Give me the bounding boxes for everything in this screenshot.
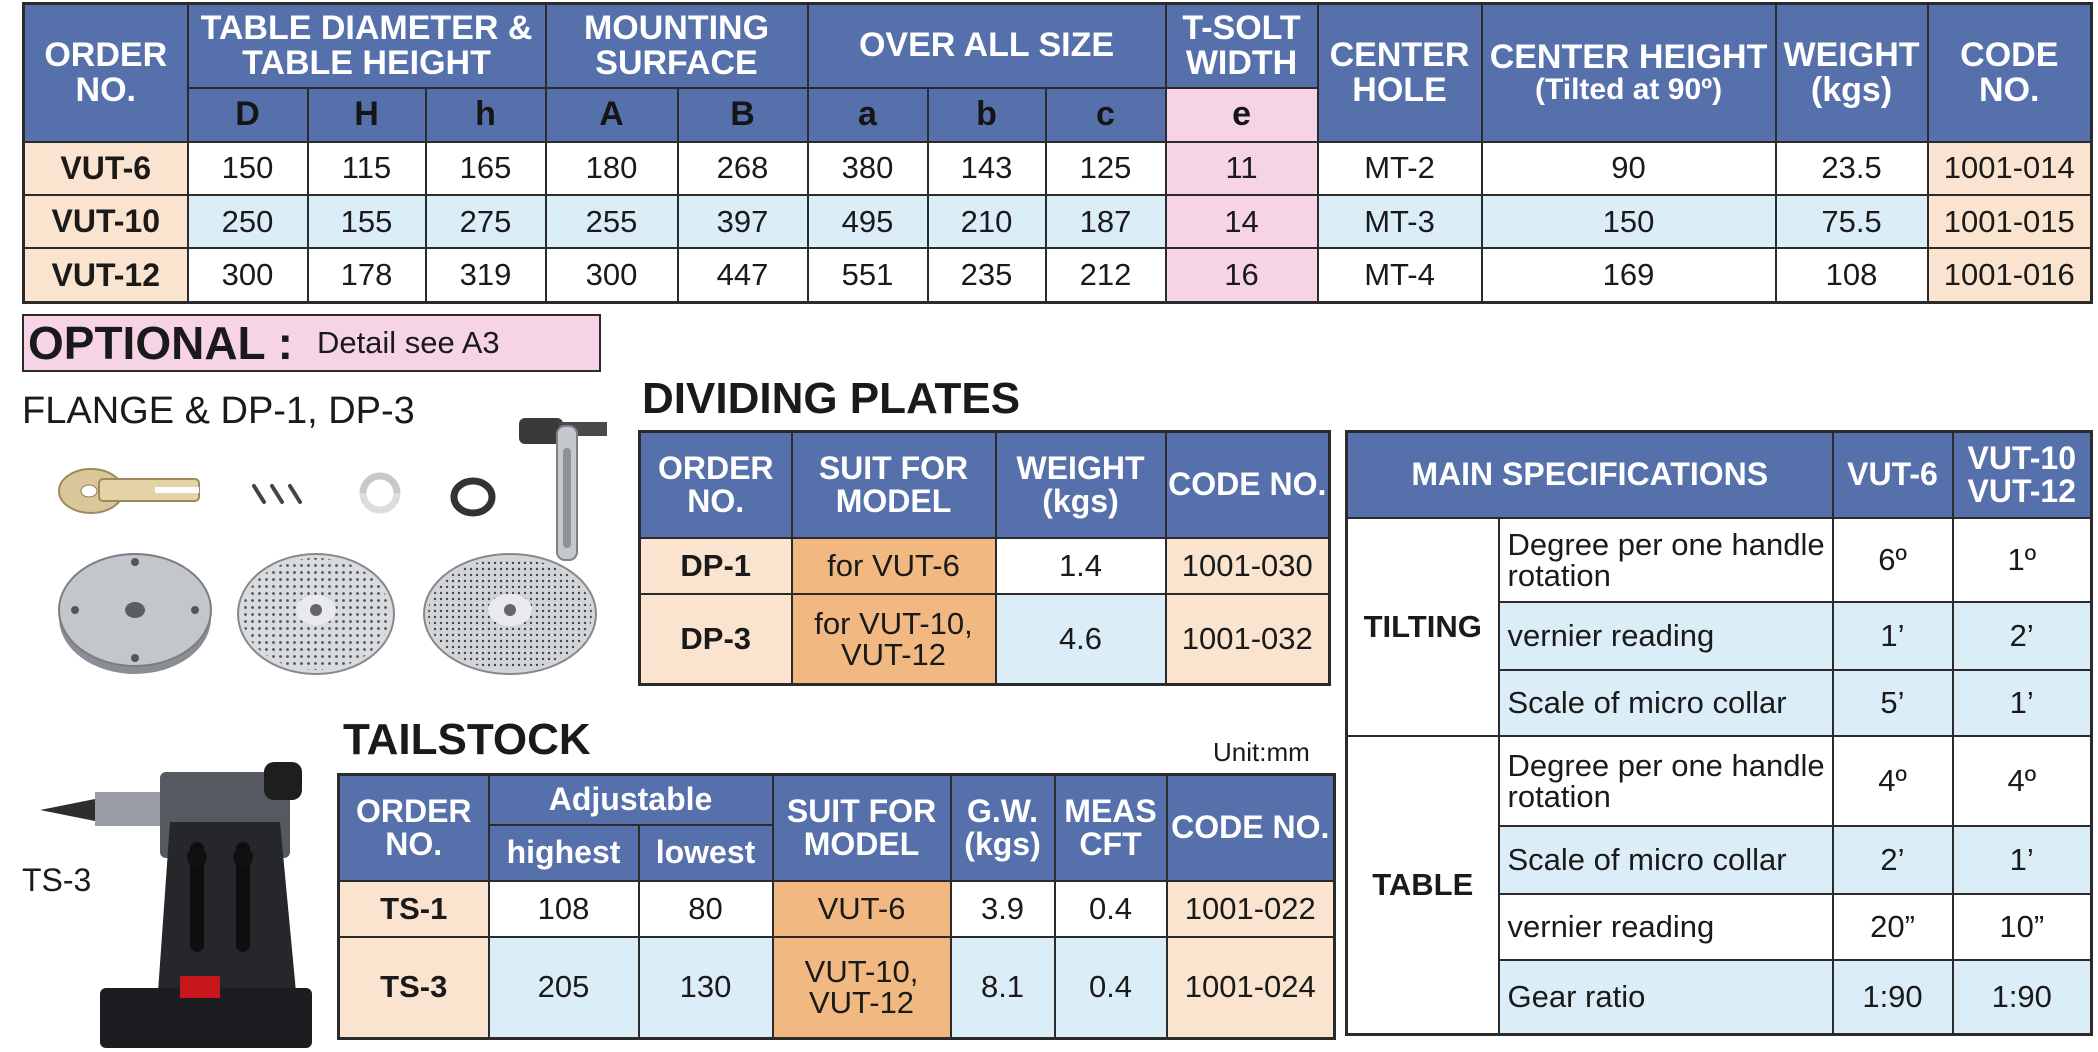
main-product-table bbox=[22, 2, 2093, 304]
ts-header-order-no: ORDER NO. bbox=[339, 775, 489, 881]
code-cell: 1001-024 bbox=[1167, 937, 1335, 1039]
dp-header-suit-for: SUIT FOR MODEL bbox=[792, 432, 996, 538]
ts-header-adjustable: Adjustable bbox=[489, 775, 773, 825]
spec-header-vut10: VUT-10 bbox=[1967, 440, 2076, 477]
ts-header-meas: MEAS CFT bbox=[1055, 775, 1167, 881]
table-cell: 0.4 bbox=[1055, 937, 1167, 1039]
table-cell: 1.4 bbox=[996, 538, 1166, 594]
table-cell: 255 bbox=[546, 195, 678, 248]
table-cell: 180 bbox=[546, 142, 678, 195]
table-row bbox=[24, 142, 2092, 195]
sub-header-b-lower: b bbox=[928, 88, 1046, 142]
sub-header-c: c bbox=[1046, 88, 1166, 142]
dividing-plates-table bbox=[638, 430, 1331, 686]
header-center-hole: CENTER HOLE bbox=[1318, 4, 1482, 142]
ts-header-highest: highest bbox=[489, 825, 639, 881]
sub-header-h-upper: H bbox=[308, 88, 426, 142]
code-cell: 1001-016 bbox=[1928, 248, 2092, 302]
order-cell: TS-3 bbox=[339, 937, 489, 1039]
ts-header-lowest: lowest bbox=[639, 825, 773, 881]
order-cell: DP-3 bbox=[640, 594, 792, 685]
spec-value: 4º bbox=[1833, 736, 1953, 826]
order-cell: VUT-12 bbox=[24, 248, 188, 302]
table-cell: 380 bbox=[808, 142, 928, 195]
table-cell: 178 bbox=[308, 248, 426, 302]
table-cell: 210 bbox=[928, 195, 1046, 248]
spec-value: 1º bbox=[1953, 518, 2092, 602]
table-cell: 23.5 bbox=[1776, 142, 1928, 195]
table-cell: 150 bbox=[188, 142, 308, 195]
spec-header-vut12: VUT-12 bbox=[1967, 472, 2076, 509]
washer-image bbox=[450, 476, 496, 518]
spec-label: Gear ratio bbox=[1499, 960, 1833, 1035]
ts-header-gw-sub: (kgs) bbox=[964, 825, 1041, 862]
spec-label: Degree per one handle rotation bbox=[1499, 736, 1833, 826]
dp-header-weight-title: WEIGHT bbox=[1016, 450, 1145, 487]
table-cell: for VUT-10, VUT-12 bbox=[792, 594, 996, 685]
table-cell: 275 bbox=[426, 195, 546, 248]
dp-header-code-no: CODE NO. bbox=[1166, 432, 1330, 538]
table-cell: 319 bbox=[426, 248, 546, 302]
header-weight bbox=[1776, 4, 1928, 142]
order-cell: VUT-10 bbox=[24, 195, 188, 248]
optional-banner bbox=[22, 314, 601, 372]
table-cell: 268 bbox=[678, 142, 808, 195]
dividing-plate-dp3-image bbox=[420, 548, 600, 678]
table-cell: 115 bbox=[308, 142, 426, 195]
table-cell: 143 bbox=[928, 142, 1046, 195]
index-crank-image bbox=[515, 408, 611, 563]
code-cell: 1001-014 bbox=[1928, 142, 2092, 195]
header-center-height-title: CENTER HEIGHT bbox=[1489, 38, 1768, 77]
dp-header-order-no: ORDER NO. bbox=[640, 432, 792, 538]
table-cell: 235 bbox=[928, 248, 1046, 302]
table-cell: MT-2 bbox=[1318, 142, 1482, 195]
header-code-no: CODE NO. bbox=[1928, 4, 2092, 142]
code-cell: 1001-030 bbox=[1166, 538, 1330, 594]
flange-clamp-image bbox=[55, 455, 205, 527]
ts-header-suit-for: SUIT FOR MODEL bbox=[773, 775, 951, 881]
table-row bbox=[1347, 518, 2092, 602]
spec-header-vut10-12 bbox=[1953, 432, 2092, 518]
optional-title: OPTIONAL : bbox=[28, 317, 293, 369]
table-cell: 187 bbox=[1046, 195, 1166, 248]
header-center-height-sub: (Tilted at 90º) bbox=[1534, 72, 1723, 106]
table-cell: 4.6 bbox=[996, 594, 1166, 685]
flange-image bbox=[55, 548, 215, 678]
tailstock-title: TAILSTOCK bbox=[343, 715, 591, 764]
optional-detail: Detail see A3 bbox=[316, 325, 500, 360]
spec-header-title: MAIN SPECIFICATIONS bbox=[1347, 432, 1833, 518]
code-cell: 1001-022 bbox=[1167, 881, 1335, 937]
spec-value: 10” bbox=[1953, 894, 2092, 960]
code-cell: 1001-015 bbox=[1928, 195, 2092, 248]
header-order-no: ORDER NO. bbox=[24, 4, 188, 142]
order-cell: DP-1 bbox=[640, 538, 792, 594]
header-mounting-surface: MOUNTING SURFACE bbox=[546, 4, 808, 88]
ts-header-gw bbox=[951, 775, 1055, 881]
code-cell: 1001-032 bbox=[1166, 594, 1330, 685]
table-cell: 205 bbox=[489, 937, 639, 1039]
ts-header-code-no: CODE NO. bbox=[1167, 775, 1335, 881]
dividing-plates-title: DIVIDING PLATES bbox=[642, 374, 1021, 423]
table-cell: 150 bbox=[1482, 195, 1776, 248]
spec-label: Scale of micro collar bbox=[1499, 670, 1833, 736]
table-row bbox=[339, 937, 1335, 1039]
table-cell: 0.4 bbox=[1055, 881, 1167, 937]
table-cell: 300 bbox=[188, 248, 308, 302]
sub-header-e: e bbox=[1166, 88, 1318, 142]
table-cell: MT-4 bbox=[1318, 248, 1482, 302]
table-cell: 3.9 bbox=[951, 881, 1055, 937]
table-cell: 125 bbox=[1046, 142, 1166, 195]
sub-header-d: D bbox=[188, 88, 308, 142]
spec-value: 4º bbox=[1953, 736, 2092, 826]
spec-value: 6º bbox=[1833, 518, 1953, 602]
spec-group-tilting: TILTING bbox=[1347, 518, 1499, 736]
table-cell: 130 bbox=[639, 937, 773, 1039]
screws-image bbox=[250, 480, 310, 510]
spec-group-table: TABLE bbox=[1347, 736, 1499, 1035]
table-cell: VUT-10, VUT-12 bbox=[773, 937, 951, 1039]
spec-value: 5’ bbox=[1833, 670, 1953, 736]
header-weight-sub: (kgs) bbox=[1810, 70, 1893, 109]
dp-header-weight bbox=[996, 432, 1166, 538]
table-row bbox=[640, 538, 1330, 594]
table-cell: 8.1 bbox=[951, 937, 1055, 1039]
table-cell: MT-3 bbox=[1318, 195, 1482, 248]
flange-label: FLANGE & DP-1, DP-3 bbox=[22, 390, 415, 432]
spec-value: 1’ bbox=[1953, 670, 2092, 736]
header-t-solt-width: T-SOLT WIDTH bbox=[1166, 4, 1318, 88]
table-cell: 16 bbox=[1166, 248, 1318, 302]
table-cell: 108 bbox=[489, 881, 639, 937]
table-cell: 447 bbox=[678, 248, 808, 302]
table-row bbox=[1347, 736, 2092, 826]
table-cell: 90 bbox=[1482, 142, 1776, 195]
spec-label: vernier reading bbox=[1499, 602, 1833, 670]
table-cell: 300 bbox=[546, 248, 678, 302]
table-cell: 169 bbox=[1482, 248, 1776, 302]
header-weight-title: WEIGHT bbox=[1783, 36, 1920, 75]
table-cell: 165 bbox=[426, 142, 546, 195]
table-cell: 397 bbox=[678, 195, 808, 248]
table-cell: 495 bbox=[808, 195, 928, 248]
table-cell: 108 bbox=[1776, 248, 1928, 302]
order-cell: VUT-6 bbox=[24, 142, 188, 195]
spec-header-vut6: VUT-6 bbox=[1833, 432, 1953, 518]
table-cell: 250 bbox=[188, 195, 308, 248]
unit-label: Unit:mm bbox=[1213, 737, 1310, 767]
sub-header-h-lower: h bbox=[426, 88, 546, 142]
sub-header-b-upper: B bbox=[678, 88, 808, 142]
header-over-all-size: OVER ALL SIZE bbox=[808, 4, 1166, 88]
table-cell: 80 bbox=[639, 881, 773, 937]
table-cell: 14 bbox=[1166, 195, 1318, 248]
table-cell: 551 bbox=[808, 248, 928, 302]
tailstock-table bbox=[337, 773, 1336, 1040]
tailstock-image bbox=[40, 762, 312, 1052]
header-table-diameter: TABLE DIAMETER & TABLE HEIGHT bbox=[188, 4, 546, 88]
table-cell: 11 bbox=[1166, 142, 1318, 195]
spec-value: 1’ bbox=[1833, 602, 1953, 670]
dividing-plate-dp1-image bbox=[235, 548, 397, 678]
table-cell: 75.5 bbox=[1776, 195, 1928, 248]
spec-value: 2’ bbox=[1953, 602, 2092, 670]
table-row bbox=[24, 248, 2092, 302]
spec-value: 1’ bbox=[1953, 826, 2092, 894]
sub-header-a-lower: a bbox=[808, 88, 928, 142]
table-cell: VUT-6 bbox=[773, 881, 951, 937]
spec-label: Scale of micro collar bbox=[1499, 826, 1833, 894]
table-row bbox=[339, 881, 1335, 937]
table-cell: 212 bbox=[1046, 248, 1166, 302]
spec-value: 1:90 bbox=[1833, 960, 1953, 1035]
spec-value: 1:90 bbox=[1953, 960, 2092, 1035]
main-specifications-table bbox=[1345, 430, 2093, 1036]
table-row bbox=[640, 594, 1330, 685]
order-cell: TS-1 bbox=[339, 881, 489, 937]
spec-label: Degree per one handle rotation bbox=[1499, 518, 1833, 602]
ts-header-gw-title: G.W. bbox=[966, 793, 1039, 830]
spec-label: vernier reading bbox=[1499, 894, 1833, 960]
spec-value: 2’ bbox=[1833, 826, 1953, 894]
table-row bbox=[24, 195, 2092, 248]
header-center-height bbox=[1482, 4, 1776, 142]
sub-header-a-upper: A bbox=[546, 88, 678, 142]
table-cell: for VUT-6 bbox=[792, 538, 996, 594]
dp-header-weight-sub: (kgs) bbox=[1042, 482, 1119, 519]
ts3-product-label: TS-3 bbox=[22, 862, 92, 898]
spec-value: 20” bbox=[1833, 894, 1953, 960]
table-cell: 155 bbox=[308, 195, 426, 248]
snap-ring-image bbox=[355, 470, 405, 516]
